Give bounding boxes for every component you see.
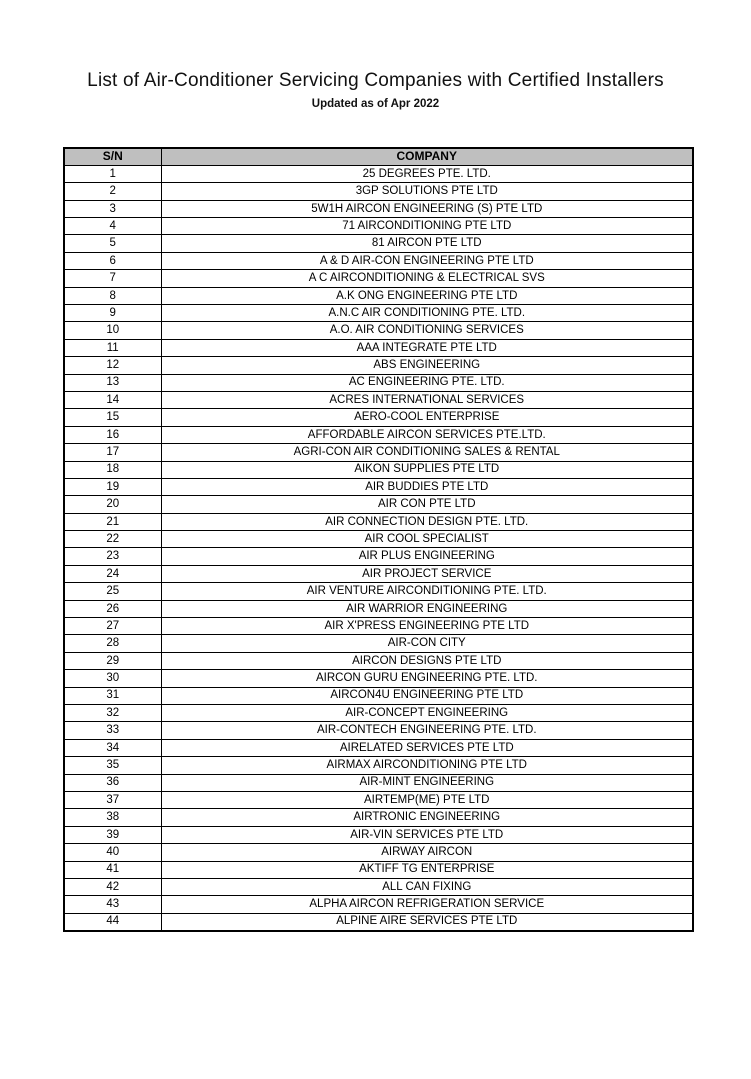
- sn-cell: 32: [64, 705, 161, 722]
- sn-cell: 10: [64, 322, 161, 339]
- table-row: [64, 165, 693, 182]
- sn-cell: 41: [64, 861, 161, 878]
- company-cell: A.K ONG ENGINEERING PTE LTD: [161, 287, 693, 304]
- table-row: [64, 896, 693, 913]
- sn-cell: 4: [64, 218, 161, 235]
- company-cell: AIKON SUPPLIES PTE LTD: [161, 461, 693, 478]
- table-row: [64, 878, 693, 895]
- table-row: [64, 478, 693, 495]
- table-row: [64, 913, 693, 930]
- table-header-row: [64, 148, 693, 165]
- table-row: [64, 652, 693, 669]
- table-row: [64, 409, 693, 426]
- sn-cell: 17: [64, 444, 161, 461]
- sn-cell: 36: [64, 774, 161, 791]
- sn-cell: 14: [64, 391, 161, 408]
- sn-cell: 30: [64, 670, 161, 687]
- sn-cell: 13: [64, 374, 161, 391]
- sn-cell: 44: [64, 913, 161, 930]
- table-row: [64, 496, 693, 513]
- sn-cell: 23: [64, 548, 161, 565]
- table-row: [64, 739, 693, 756]
- sn-cell: 15: [64, 409, 161, 426]
- sn-cell: 11: [64, 339, 161, 356]
- company-cell: AIR-CONTECH ENGINEERING PTE. LTD.: [161, 722, 693, 739]
- company-cell: AERO-COOL ENTERPRISE: [161, 409, 693, 426]
- company-cell: ALPINE AIRE SERVICES PTE LTD: [161, 913, 693, 930]
- table-row: [64, 705, 693, 722]
- sn-cell: 27: [64, 618, 161, 635]
- table-row: [64, 287, 693, 304]
- table-row: [64, 444, 693, 461]
- table-row: [64, 791, 693, 808]
- company-cell: 5W1H AIRCON ENGINEERING (S) PTE LTD: [161, 200, 693, 217]
- table-row: [64, 270, 693, 287]
- table-row: [64, 531, 693, 548]
- company-cell: AIR PLUS ENGINEERING: [161, 548, 693, 565]
- company-cell: AIR CONNECTION DESIGN PTE. LTD.: [161, 513, 693, 530]
- sn-cell: 7: [64, 270, 161, 287]
- sn-cell: 16: [64, 426, 161, 443]
- table-row: [64, 826, 693, 843]
- sn-cell: 24: [64, 565, 161, 582]
- company-cell: 3GP SOLUTIONS PTE LTD: [161, 183, 693, 200]
- company-cell: AIR CON PTE LTD: [161, 496, 693, 513]
- sn-cell: 39: [64, 826, 161, 843]
- company-cell: AIRTEMP(ME) PTE LTD: [161, 791, 693, 808]
- sn-cell: 12: [64, 357, 161, 374]
- sn-cell: 28: [64, 635, 161, 652]
- company-cell: A.N.C AIR CONDITIONING PTE. LTD.: [161, 305, 693, 322]
- table-row: [64, 305, 693, 322]
- sn-cell: 37: [64, 791, 161, 808]
- sn-cell: 19: [64, 478, 161, 495]
- company-cell: A & D AIR-CON ENGINEERING PTE LTD: [161, 252, 693, 269]
- company-cell: ALL CAN FIXING: [161, 878, 693, 895]
- table-row: [64, 635, 693, 652]
- table-row: [64, 670, 693, 687]
- company-cell: AIRTRONIC ENGINEERING: [161, 809, 693, 826]
- table-row: [64, 252, 693, 269]
- sn-cell: 6: [64, 252, 161, 269]
- company-cell: AIR-MINT ENGINEERING: [161, 774, 693, 791]
- table-row: [64, 722, 693, 739]
- company-cell: AIRWAY AIRCON: [161, 844, 693, 861]
- sn-cell: 2: [64, 183, 161, 200]
- page-title: List of Air-Conditioner Servicing Companies with Certified Installers: [87, 70, 664, 91]
- table-row: [64, 618, 693, 635]
- sn-cell: 9: [64, 305, 161, 322]
- table-row: [64, 218, 693, 235]
- company-cell: AIR COOL SPECIALIST: [161, 531, 693, 548]
- company-cell: AIRCON4U ENGINEERING PTE LTD: [161, 687, 693, 704]
- table-row: [64, 513, 693, 530]
- sn-cell: 21: [64, 513, 161, 530]
- company-cell: AIRCON GURU ENGINEERING PTE. LTD.: [161, 670, 693, 687]
- table-row: [64, 809, 693, 826]
- sn-cell: 33: [64, 722, 161, 739]
- sn-cell: 29: [64, 652, 161, 669]
- table-row: [64, 844, 693, 861]
- companies-table-body: [64, 165, 693, 930]
- sn-cell: 42: [64, 878, 161, 895]
- company-cell: 71 AIRCONDITIONING PTE LTD: [161, 218, 693, 235]
- company-cell: AIR-CONCEPT ENGINEERING: [161, 705, 693, 722]
- table-row: [64, 357, 693, 374]
- company-cell: AIRMAX AIRCONDITIONING PTE LTD: [161, 757, 693, 774]
- sn-cell: 31: [64, 687, 161, 704]
- company-cell: ALPHA AIRCON REFRIGERATION SERVICE: [161, 896, 693, 913]
- sn-cell: 18: [64, 461, 161, 478]
- table-row: [64, 235, 693, 252]
- sn-cell: 35: [64, 757, 161, 774]
- table-row: [64, 583, 693, 600]
- page-subtitle: Updated as of Apr 2022: [311, 98, 440, 110]
- sn-cell: 26: [64, 600, 161, 617]
- company-cell: AIR-CON CITY: [161, 635, 693, 652]
- company-cell: A C AIRCONDITIONING & ELECTRICAL SVS: [161, 270, 693, 287]
- sn-cell: 34: [64, 739, 161, 756]
- company-cell: AFFORDABLE AIRCON SERVICES PTE.LTD.: [161, 426, 693, 443]
- sn-cell: 22: [64, 531, 161, 548]
- table-row: [64, 183, 693, 200]
- sn-cell: 8: [64, 287, 161, 304]
- company-cell: AIR WARRIOR ENGINEERING: [161, 600, 693, 617]
- company-cell: AAA INTEGRATE PTE LTD: [161, 339, 693, 356]
- sn-cell: 40: [64, 844, 161, 861]
- sn-cell: 5: [64, 235, 161, 252]
- company-cell: 81 AIRCON PTE LTD: [161, 235, 693, 252]
- table-row: [64, 565, 693, 582]
- table-row: [64, 461, 693, 478]
- company-cell: AC ENGINEERING PTE. LTD.: [161, 374, 693, 391]
- table-row: [64, 687, 693, 704]
- table-row: [64, 322, 693, 339]
- company-cell: AIR PROJECT SERVICE: [161, 565, 693, 582]
- sn-cell: 20: [64, 496, 161, 513]
- company-cell: AIR X'PRESS ENGINEERING PTE LTD: [161, 618, 693, 635]
- company-cell: AIR VENTURE AIRCONDITIONING PTE. LTD.: [161, 583, 693, 600]
- table-row: [64, 774, 693, 791]
- company-cell: AIRELATED SERVICES PTE LTD: [161, 739, 693, 756]
- sn-cell: 25: [64, 583, 161, 600]
- company-cell: AGRI-CON AIR CONDITIONING SALES & RENTAL: [161, 444, 693, 461]
- table-row: [64, 374, 693, 391]
- table-row: [64, 861, 693, 878]
- company-cell: 25 DEGREES PTE. LTD.: [161, 165, 693, 182]
- company-cell: A.O. AIR CONDITIONING SERVICES: [161, 322, 693, 339]
- table-row: [64, 548, 693, 565]
- company-cell: AKTIFF TG ENTERPRISE: [161, 861, 693, 878]
- column-header-company: COMPANY: [161, 148, 693, 165]
- table-row: [64, 391, 693, 408]
- sn-cell: 1: [64, 165, 161, 182]
- company-cell: AIRCON DESIGNS PTE LTD: [161, 652, 693, 669]
- company-cell: AIR-VIN SERVICES PTE LTD: [161, 826, 693, 843]
- sn-cell: 43: [64, 896, 161, 913]
- company-cell: ABS ENGINEERING: [161, 357, 693, 374]
- column-header-sn: S/N: [64, 148, 161, 165]
- companies-table: [63, 147, 694, 932]
- table-row: [64, 339, 693, 356]
- company-cell: AIR BUDDIES PTE LTD: [161, 478, 693, 495]
- table-row: [64, 600, 693, 617]
- sn-cell: 3: [64, 200, 161, 217]
- table-row: [64, 426, 693, 443]
- sn-cell: 38: [64, 809, 161, 826]
- company-cell: ACRES INTERNATIONAL SERVICES: [161, 391, 693, 408]
- table-row: [64, 757, 693, 774]
- table-row: [64, 200, 693, 217]
